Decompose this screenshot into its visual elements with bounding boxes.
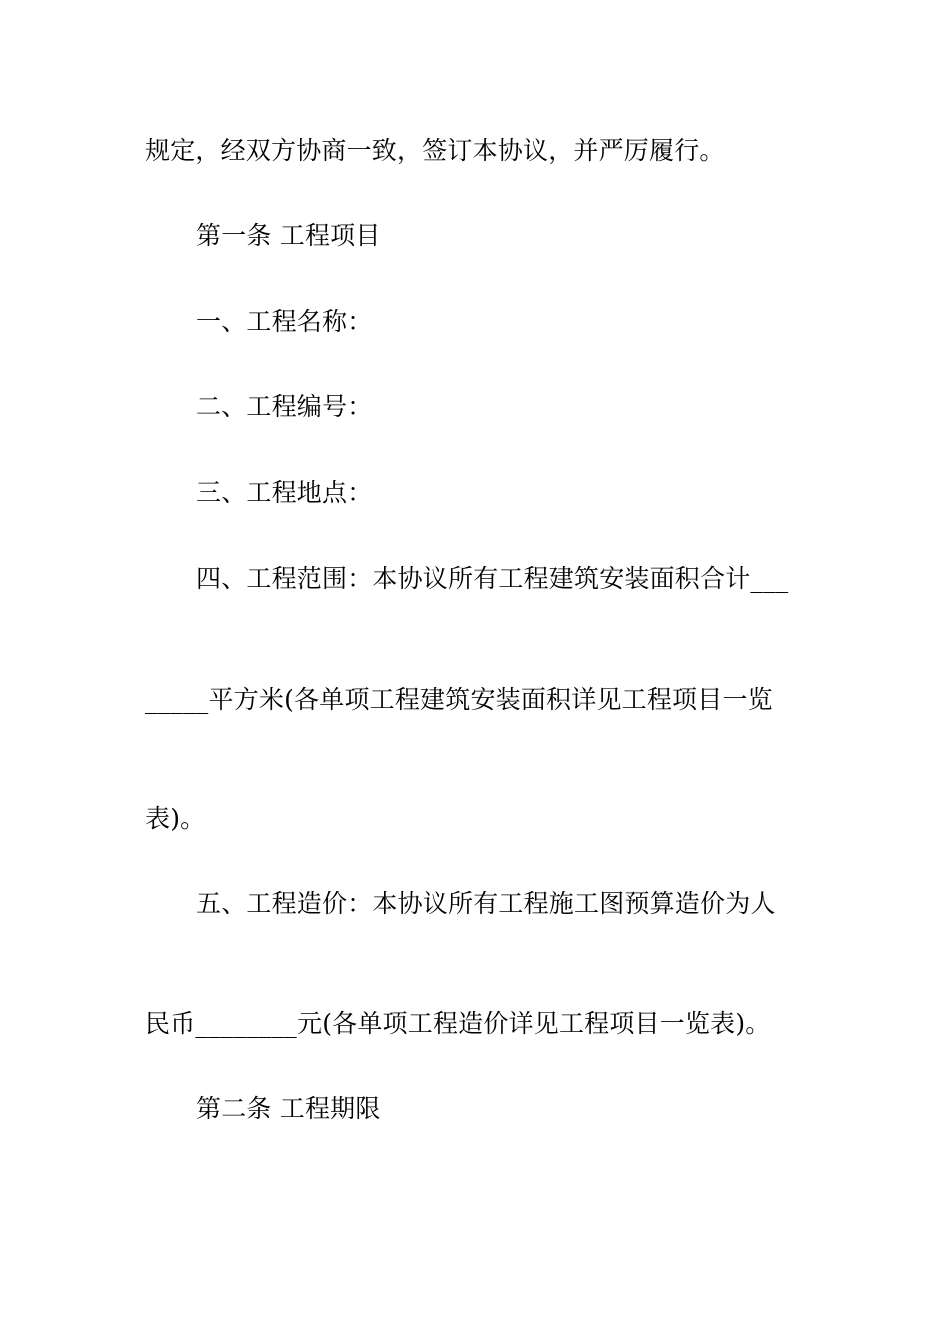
project-scope-line-3: 表)。: [145, 804, 206, 833]
project-scope-line-1: 四、工程范围：本协议所有工程建筑安装面积合计___: [196, 564, 789, 593]
project-number-line: 二、工程编号：: [196, 392, 373, 421]
article-1-heading: 第一条 工程项目: [196, 221, 381, 250]
article-2-heading: 第二条 工程期限: [196, 1094, 381, 1123]
project-name-line: 一、工程名称：: [196, 307, 373, 336]
project-scope-line-2: _____平方米(各单项工程建筑安装面积详见工程项目一览: [145, 685, 773, 714]
project-cost-line-1: 五、工程造价：本协议所有工程施工图预算造价为人: [196, 889, 776, 918]
paragraph-line-preamble: 规定，经双方协商一致，签订本协议，并严厉履行。: [145, 136, 725, 165]
project-location-line: 三、工程地点：: [196, 478, 373, 507]
project-cost-line-2: 民币________元(各单项工程造价详见工程项目一览表)。: [145, 1009, 771, 1038]
